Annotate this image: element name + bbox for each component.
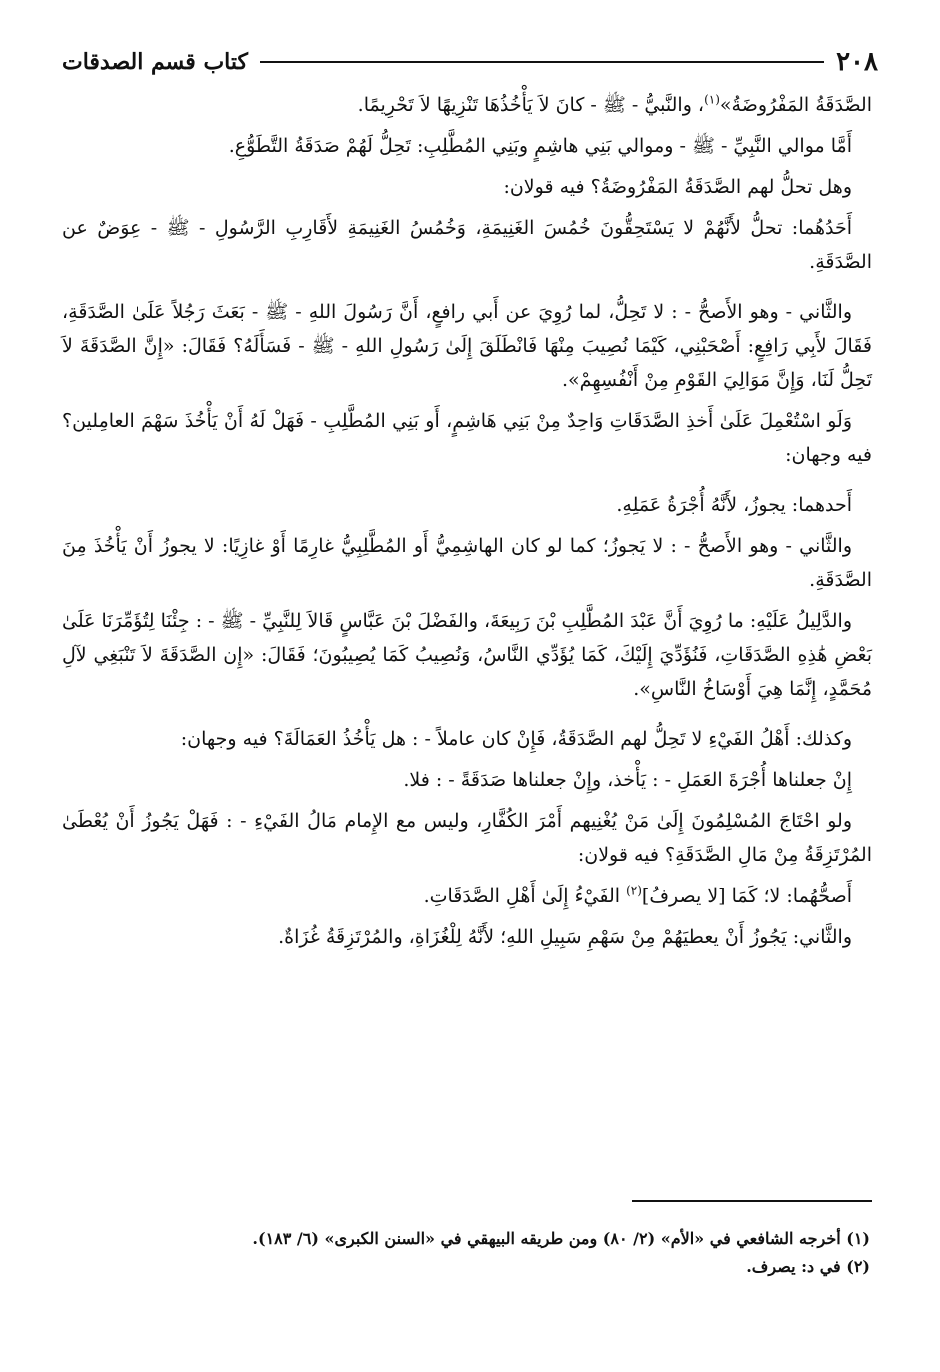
- paragraph: وهل تحلُّ لهم الصَّدَقَةُ المَفْرُوضَةُ؟ فيه قولان:: [503, 176, 852, 198]
- paragraph: إِنْ جعلناها أُجْرَةَ العَمَلِ - : يَأْخذ، وإِنْ جعلناها صَدَقَةً - : فلا.: [403, 769, 852, 791]
- footnotes: [62, 1225, 870, 1281]
- paragraph: أَمَّا موالي النَّبِيِّ - ﷺ - وموالي بَنِي هاشِمٍ وبَنِي المُطَّلِبِ: تَحِلُّ لَهُمْ صَدَقَةُ التَّطَوُّعِ.: [228, 135, 852, 157]
- footnote: (١) أخرجه الشافعي في «الأم» (٢/ ٨٠) ومن طريقه البيهقي في «السنن الكبرى» (٦/ ١٨٣).: [252, 1229, 870, 1248]
- paragraph: أَحدهما: يجوزُ، لأَنَّهُ أُجْرَةُ عَمَلِهِ.: [616, 494, 852, 516]
- paragraph: الصَّدَقَةُ المَفْرُوضَةُ»$^{(١)}$، والنَّبيُّ - ﷺ - كانَ لاَ يَأْخُذُهَا تَنْزِيهًا لاَ تَحْرِيمًا.: [357, 92, 872, 116]
- page-number: ٢٠٨: [836, 47, 878, 77]
- paragraph: أَصحُّهُما: لا؛ كَمَا [لا يصرفُ]$^{(٢)}$ الفَيْءُ إِلَىٰ أَهْلِ الصَّدَقَاتِ.: [423, 883, 852, 907]
- paragraph: ولو احْتَاجَ المُسْلِمُونَ إِلَىٰ مَنْ يُغْنِيهم أَمْرَ الكُفَّارِ، وليس مع الإِمام مَالُ الفَيْءِ - : فَهَلْ يَجُوزُ أَنْ يُعْطَىٰ المُرْتَزِقَةُ مِنْ مَالِ الصَّدَقَةِ؟ فيه قولان:: [62, 810, 872, 866]
- paragraph: والثَّاني - وهو الأَصحُّ - : لا يَجوزُ؛ كما لو كان الهاشِمِيُّ أَو المُطَّلِبِيُّ غارِمًا أَوْ غازِيًا: لا يجوزُ أَنْ يَأْخُذَ مِنَ الصَّدَقَةِ.: [62, 535, 872, 591]
- footnote-ref: (١): [704, 92, 720, 107]
- main-text: [62, 88, 872, 961]
- header-rule: [260, 61, 824, 63]
- paragraph: والثَّاني: يَجُوزُ أَنْ يعطيَهُمْ مِنْ سَهْمِ سَبِيلِ اللهِ؛ لأَنَّهُ لِلْغُزَاةِ، والمُرْتَزِقَةُ غُزَاةٌ.: [278, 926, 852, 948]
- running-title: كتاب قسم الصدقات: [62, 49, 249, 75]
- paragraph: وَلَو اسْتُعْمِلَ عَلَىٰ أَخذِ الصَّدَقَاتِ وَاحِدٌ مِنْ بَنِي هَاشِمٍ، أَو بَنِي المُطَّلِبِ - فَهَلْ لَهُ أَنْ يَأْخُذَ سَهْمَ العامِلين؟ فيه وجهان:: [62, 410, 872, 466]
- paragraph: وكذلك: أَهْلُ الفَيْءِ لا تَحِلُّ لهم الصَّدَقَةُ، فَإِنْ كان عاملاً - : هل يَأْخُذُ العَمَالَةَ؟ فيه وجهان:: [180, 728, 852, 750]
- footnote: (٢) في د: يصرف.: [746, 1257, 870, 1276]
- paragraph: أَحَدُهُما: تحلُّ لأَنَّهُمْ لا يَسْتَحِقُّونَ خُمُسَ الغَنِيمَةِ، وَخُمُسُ الغَنِيمَةِ لأَقَارِبِ الرَّسُولِ - ﷺ - عِوَضٌ عن الصَّدَقَةِ.: [62, 217, 872, 273]
- page-header: [62, 42, 878, 82]
- paragraph: والدَّلِيلُ عَلَيْهِ: ما رُوِيَ أَنَّ عَبْدَ المُطَّلِبِ بْنَ رَبِيعَةَ، والفَضْلَ بْنَ عَبَّاسٍ قَالاَ لِلنَّبِيِّ - ﷺ - : جِئْنَا لِتُؤَمِّرَنَا عَلَىٰ بَعْضِ هَٰذِهِ الصَّدَقَاتِ، فَنُؤَدِّيَ إِلَيْكَ، كَمَا يُؤَدِّي النَّاسُ، وَنُصِيبُ كَمَا يُصِيبُونَ؛ فَقَالَ: «إِن الصَّدَقَةَ لاَ تَنْبَغِي لآلِ مُحَمَّدٍ، إِنَّمَا هِيَ أَوْسَاخُ النَّاسِ».: [62, 610, 872, 700]
- paragraph: والثَّاني - وهو الأَصحُّ - : لا تَحِلُّ، لما رُوِيَ عن أَبي رافعٍ، أَنَّ رَسُولَ اللهِ - ﷺ - بَعَثَ رَجُلاً عَلَىٰ الصَّدَقَةِ، فَقَالَ لأَبِي رَافِعٍ: أَصْحَبْنِي، كَيْمَا نُصِيبَ مِنْهَا فَانْطَلَقَ إِلَىٰ رَسُولِ اللهِ - ﷺ - فَسَأَلَهُ؟ فَقَالَ: «إِنَّ الصَّدَقَةَ لاَ تَحِلُّ لَنَا، وَإِنَّ مَوَالِيَ القَوْمِ مِنْ أَنْفُسِهِمْ».: [62, 301, 872, 391]
- footnote-separator: [632, 1200, 872, 1202]
- footnote-ref: (٢): [626, 883, 642, 898]
